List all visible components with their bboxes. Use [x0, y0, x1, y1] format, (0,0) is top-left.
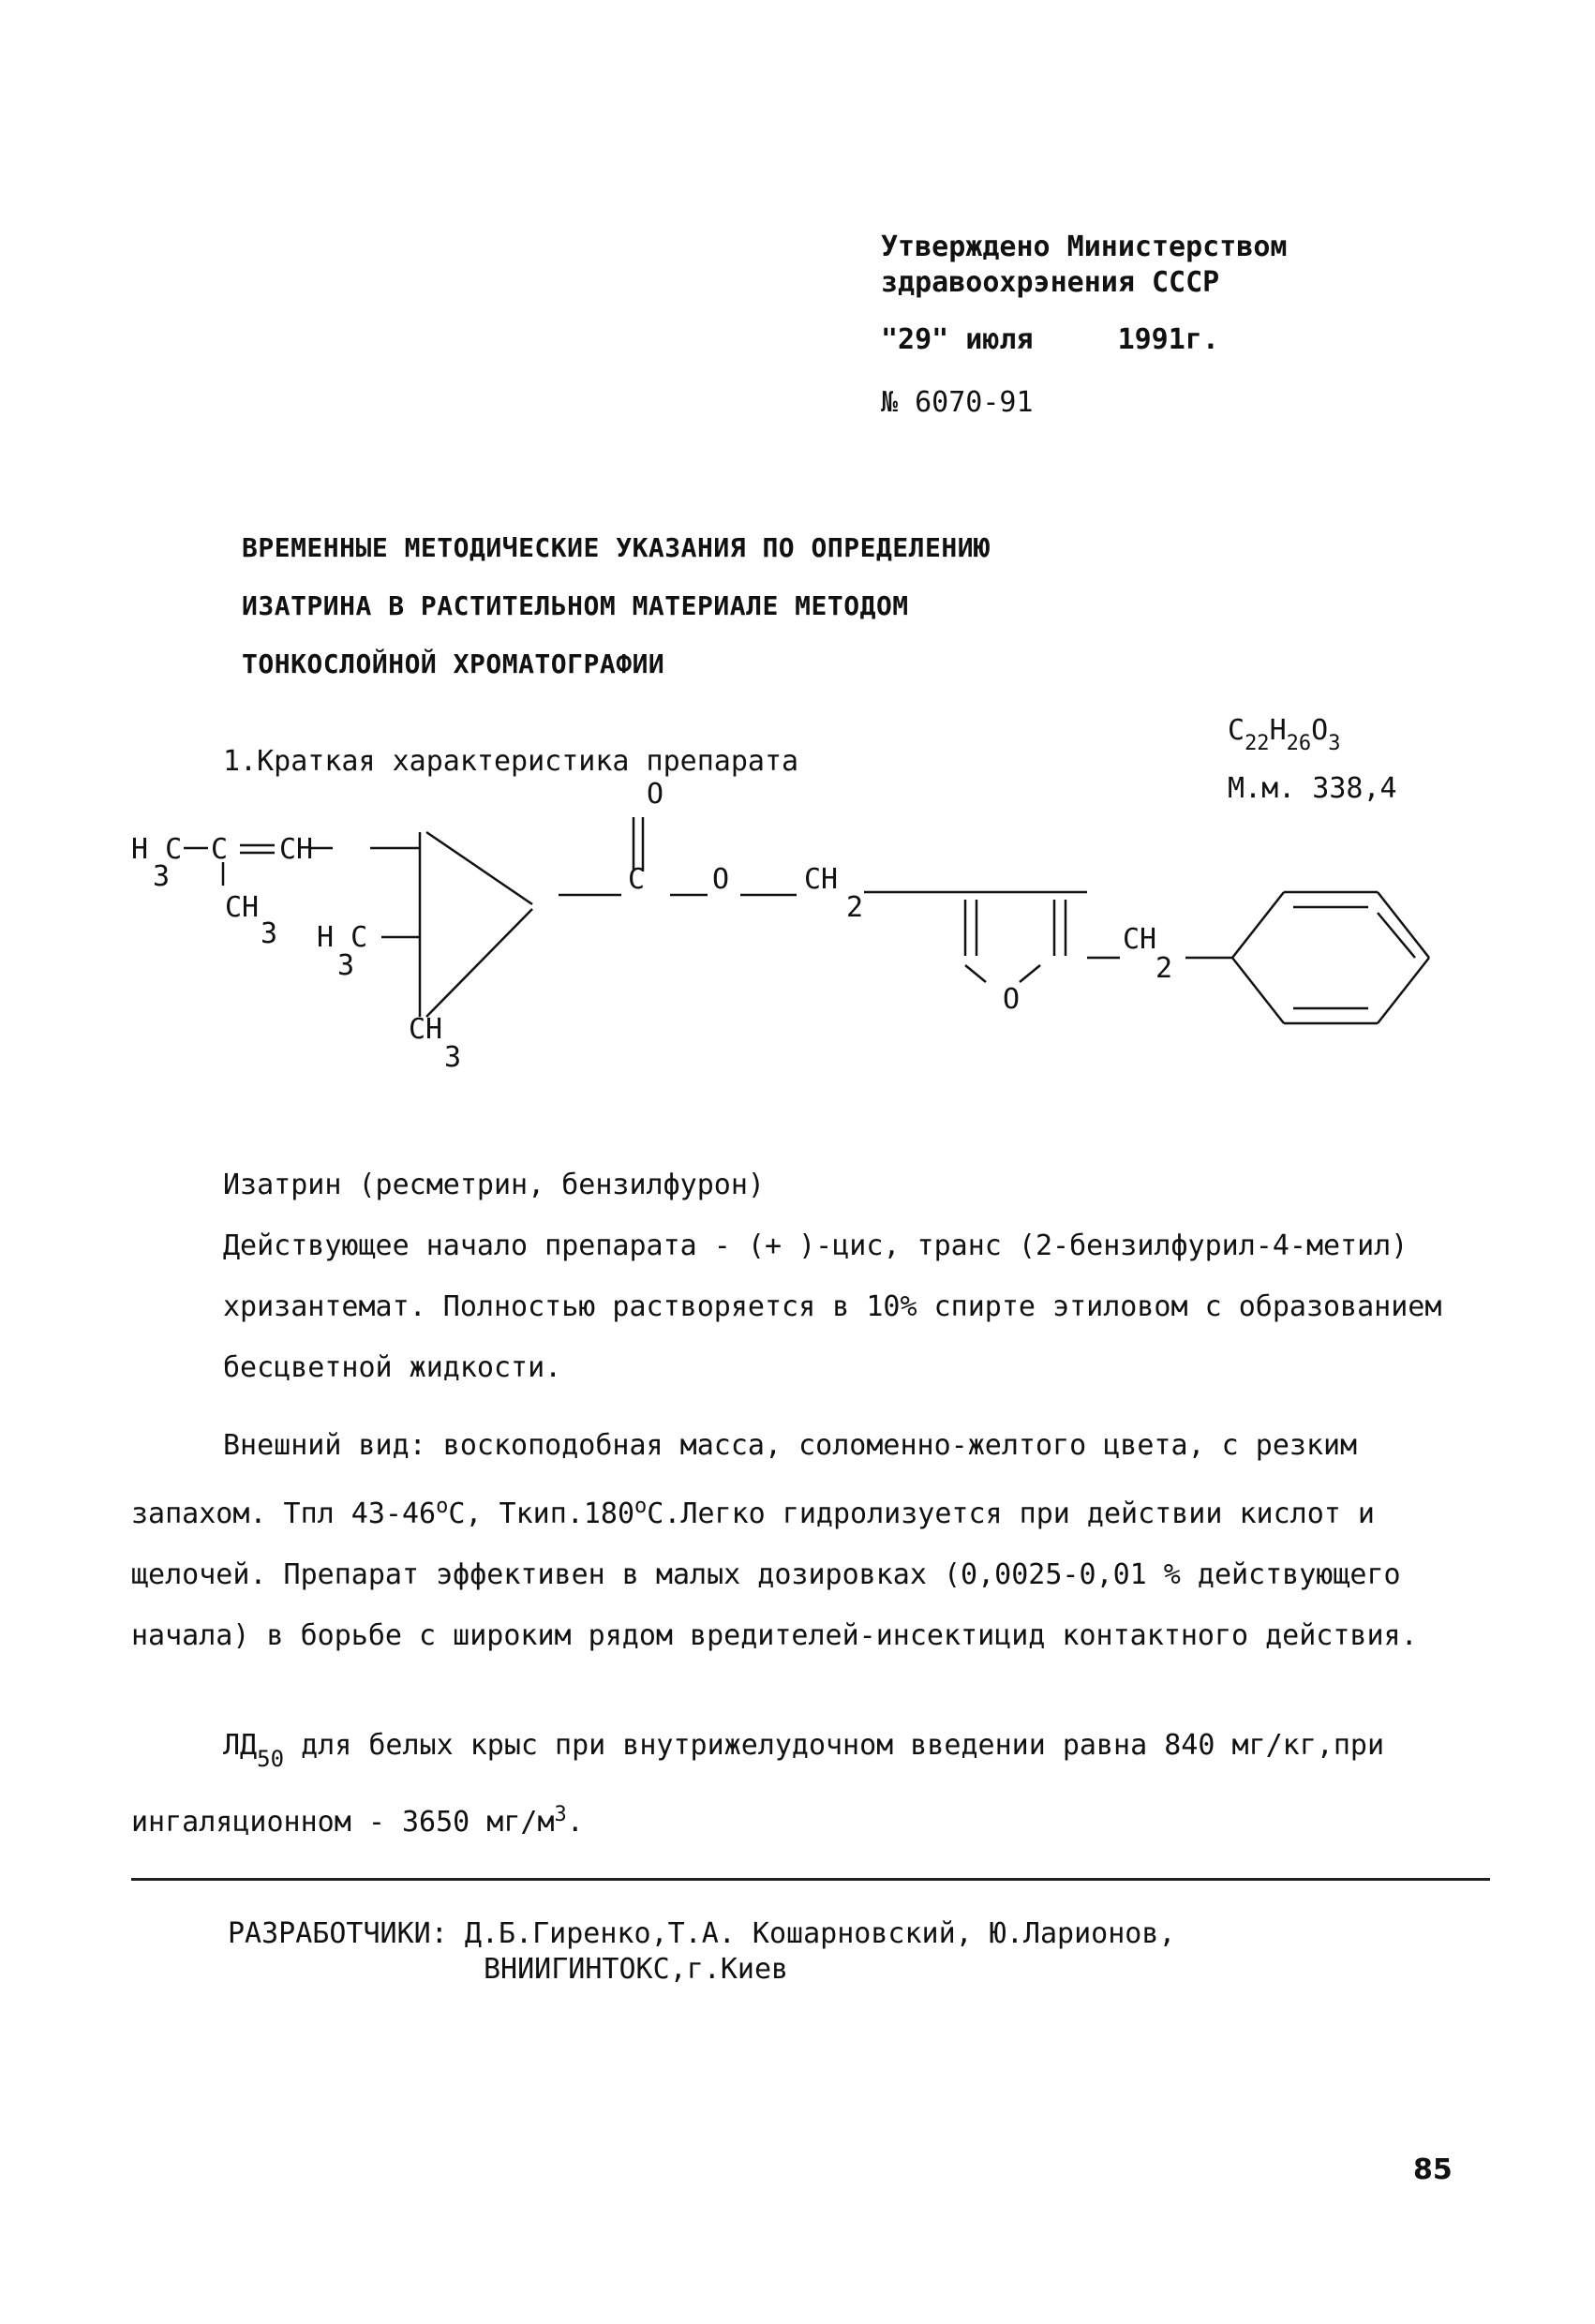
developers-block — [228, 1916, 1175, 1988]
toxicity-ld-subscript: 50 — [257, 1746, 285, 1772]
molar-mass: М.м. 338,4 — [1228, 772, 1397, 805]
document-title-line-1: ВРЕМЕННЫЕ МЕТОДИЧЕСКИЕ УКАЗАНИЯ ПО ОПРЕДЕЛЕНИЮ — [242, 532, 991, 563]
label-sub3-c: 3 — [337, 949, 355, 982]
formula-o-count: 3 — [1328, 732, 1341, 755]
label-o-furan: O — [1003, 983, 1021, 1016]
label-sub3-a: 3 — [153, 860, 171, 893]
appearance-part-b: С, Ткип.180 — [448, 1497, 635, 1530]
degree-mark-1: о — [436, 1495, 449, 1518]
approval-line-1: Утверждено Министерством — [881, 231, 1288, 263]
developers-line-2: ВНИИГИНТОКС,г.Киев — [484, 1953, 789, 1986]
label-ch3-bottom: CH — [409, 1013, 443, 1046]
label-c-double: C — [211, 833, 229, 866]
label-ch-top: CH — [279, 833, 314, 866]
page-number: 85 — [1413, 2153, 1453, 2186]
approval-date-year: 1991г. — [1117, 323, 1219, 356]
document-title-line-2: ИЗАТРИНА В РАСТИТЕЛЬНОМ МАТЕРИАЛЕ МЕТОДОМ — [242, 590, 909, 621]
toxicity-ld: ЛД — [223, 1729, 258, 1762]
document-title-line-3: ТОНКОСЛОЙНОЙ ХРОМАТОГРАФИИ — [242, 648, 665, 679]
label-sub3-d: 3 — [444, 1041, 462, 1074]
approval-date-day: "29" июля — [881, 323, 1034, 356]
body-text — [131, 1155, 1481, 1398]
label-c-ester: C — [628, 863, 646, 896]
label-o-ester: O — [712, 863, 730, 896]
appearance-part-a: Внешний вид: воскоподобная масса, соломенно-желтого цвета, с резким запахом. Тпл 43-46 — [131, 1429, 1358, 1530]
section-heading: 1.Краткая характеристика препарата — [223, 745, 799, 778]
formula-h: H — [1269, 714, 1287, 747]
formula-c-count: 22 — [1245, 732, 1270, 755]
toxicity-unit-superscript: 3 — [554, 1803, 567, 1826]
formula-o: O — [1311, 714, 1329, 747]
paragraph-active-ingredient — [131, 1215, 1481, 1398]
label-ch2-b: CH — [1123, 923, 1157, 956]
appearance-part-c: С.Легко гидролизуется при действии кислот и щелочей. Препарат эффективен в малых дозировках (0,0025-0,01 % действующего начала) в борьбе с широким рядом вредителей-инсектицид контактного действия. — [131, 1497, 1418, 1652]
label-h3c-top: H C — [131, 833, 183, 866]
structural-formula — [0, 0, 1595, 1125]
label-ch3-left: CH — [225, 891, 260, 924]
label-sub2-b: 2 — [1155, 952, 1173, 985]
paragraph-toxicity-text — [131, 1715, 1481, 1853]
degree-mark-2: о — [634, 1495, 648, 1518]
toxicity-text: для белых крыс при внутрижелудочном введении равна 840 мг/кг,при ингаляционном - 3650 мг/м — [131, 1729, 1385, 1839]
label-o-carbonyl: O — [647, 778, 664, 811]
formula-h-count: 26 — [1286, 732, 1312, 755]
paragraph-appearance-text — [131, 1415, 1481, 1666]
label-sub2-a: 2 — [846, 891, 864, 924]
approval-number: № 6070-91 — [881, 386, 1034, 419]
compound-name: Изатрин (ресметрин, бензилфурон) — [223, 1169, 765, 1201]
separator-line — [131, 1878, 1490, 1881]
developers-line-1: РАЗРАБОТЧИКИ: Д.Б.Гиренко,Т.А. Кошарновский, Ю.Ларионов, — [228, 1917, 1176, 1950]
paragraph-toxicity — [131, 1715, 1481, 1853]
label-h3c-mid: H C — [317, 921, 368, 954]
toxicity-end: . — [566, 1806, 584, 1839]
paragraph-appearance — [131, 1415, 1481, 1666]
structure-bonds — [184, 817, 1429, 1023]
formula-c: C — [1228, 714, 1245, 747]
label-sub3-b: 3 — [261, 917, 278, 950]
label-ch2-a: CH — [804, 863, 839, 896]
approval-line-2: здравоохрэнения СССР — [881, 266, 1220, 299]
paragraph-active-ingredient-text: Действующее начало препарата - (+ )-цис, транс (2-бензилфурил-4-метил) хризантемат. Полностью растворяется в 10% спирте этиловом с образованием бесцветной жидкости. — [223, 1229, 1442, 1384]
